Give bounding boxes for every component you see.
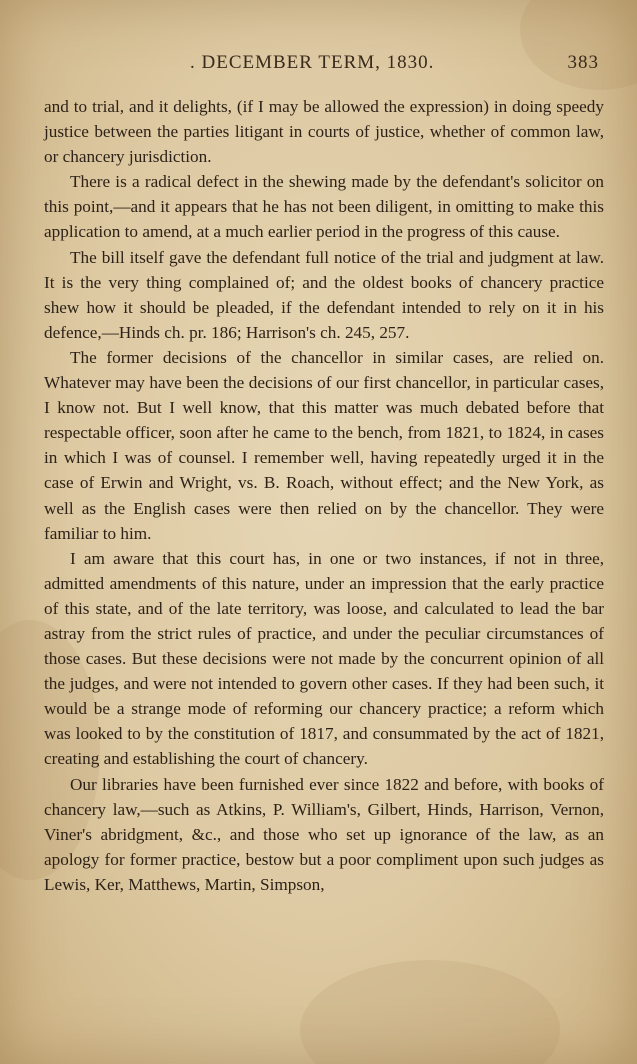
- paragraph-continuation: and to trial, and it delights, (if I may be allowed the expression) in doing speedy justice between the parties litigant in courts of justice, whether of common law, or chancery jurisdiction.: [44, 97, 604, 167]
- page-number: 383: [567, 52, 599, 73]
- paper-stain: [300, 960, 560, 1064]
- body-text: [44, 94, 604, 897]
- paragraph-bill-notice: The bill itself gave the defendant full notice of the trial and judgment at law. It is the very thing complained of; and the oldest books of chancery practice shew how it should be pleaded, if the defendant intended to rely on it in his defence,—Hinds ch. pr. 186; Harrison's ch. 245, 257.: [44, 247, 604, 342]
- running-title: . DECEMBER TERM, 1830.: [190, 52, 435, 73]
- paragraph-libraries: Our libraries have been furnished ever since 1822 and before, with books of chancery law,—such as Atkins, P. William's, Gilbert, Hinds, Harrison, Vernon, Viner's abridgment, &c., and those who set up ignorance of the law, as an apology for former practice, bestow but a poor compliment upon such judges as Lewis, Ker, Matthews, Martin, Simpson,: [44, 774, 604, 894]
- paragraph-radical-defect: There is a radical defect in the shewing made by the defendant's solicitor on this point,—and it appears that he has not been diligent, in omitting to make this application to amend, at a much earlier period in the progress of this cause.: [44, 172, 604, 242]
- paragraph-former-decisions: The former decisions of the chancellor in similar cases, are relied on. Whatever may have been the decisions of our first chancellor, in particular cases, I know not. But I well know, that this matter was much debated before that respectable officer, soon after he came to the bench, from 1821, to 1824, in cases in which I was of counsel. I remember well, having repeatedly urged it in the case of Erwin and Wright, vs. B. Roach, without effect; and the New York, as well as the English cases were then relied on by the chancellor. They were familiar to him.: [44, 347, 604, 543]
- paragraph-amendments: I am aware that this court has, in one or two instances, if not in three, admitted amendments of this nature, under an impression that the early practice of this state, and of the late territory, was loose, and calculated to lead the bar astray from the strict rules of practice, and under the peculiar circumstances of those cases. But these decisions were not made by the concurrent opinion of all the judges, and were not intended to govern other cases. If they had been such, it would be a strange mode of reforming our chancery practice; a reform which was looked to by the constitution of 1817, and consummated by the act of 1821, creating and establishing the court of chancery.: [44, 548, 604, 769]
- running-head: [0, 52, 637, 82]
